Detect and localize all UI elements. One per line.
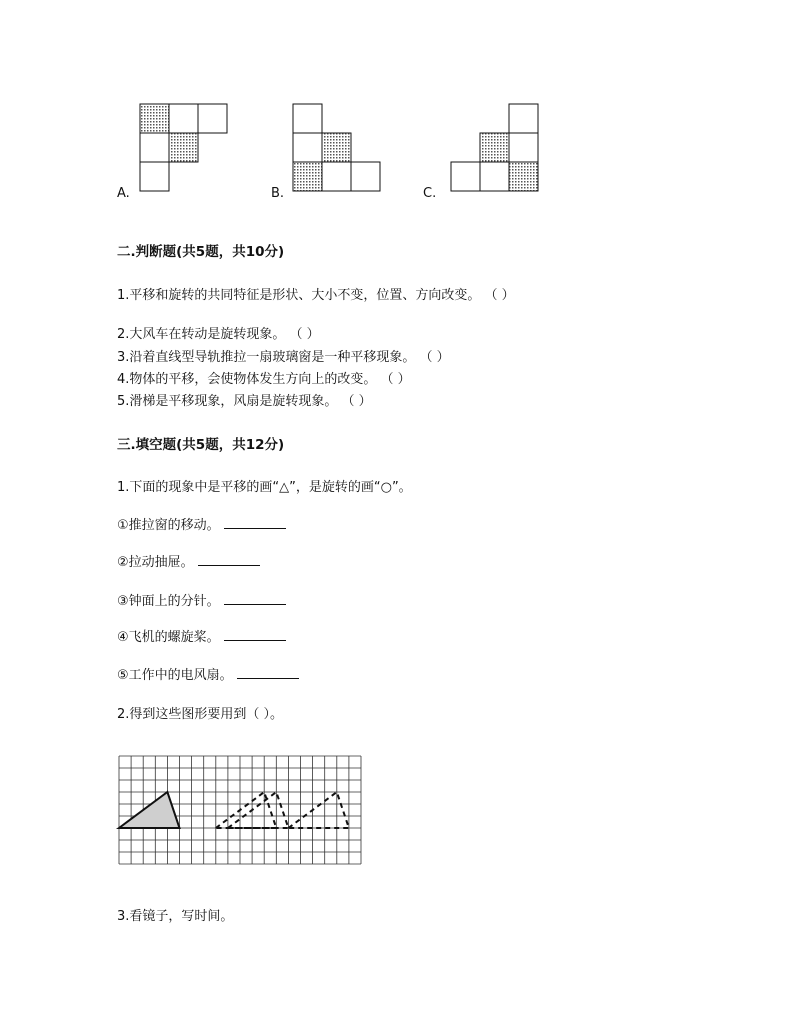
fill-q1-item-4: ④飞机的螺旋桨。 <box>117 626 286 645</box>
section2-heading: 二.判断题(共5题，共10分) <box>117 244 285 260</box>
fill-q1-item-5: ⑤工作中的电风扇。 <box>117 664 299 683</box>
fill-q1: 1.下面的现象中是平移的画“△”，是旋转的画“○”。 <box>117 480 412 495</box>
dashed-triangle-1 <box>216 792 276 828</box>
fill-q1-item-3: ③钟面上的分针。 <box>117 590 286 609</box>
fill-q1-item-2: ②拉动抽屉。 <box>117 551 260 570</box>
judge-item-5: 5.滑梯是平移现象，风扇是旋转现象。 （ ） <box>117 394 372 409</box>
judge-item-1: 1.平移和旋转的共同特征是形状、大小不变，位置、方向改变。 （ ） <box>117 288 515 303</box>
shape-option-b-figure <box>291 103 381 193</box>
shape-option-c-figure <box>449 103 541 193</box>
dashed-triangle-2 <box>228 792 289 828</box>
answer-blank-1[interactable] <box>224 516 286 529</box>
solid-triangle <box>119 792 180 828</box>
shape-option-a-figure <box>138 103 228 193</box>
dashed-triangle-3 <box>288 792 349 828</box>
judge-item-3: 3.沿着直线型导轨推拉一扇玻璃窗是一种平移现象。 （ ） <box>117 350 450 365</box>
answer-blank-4[interactable] <box>224 628 286 641</box>
judge-item-4: 4.物体的平移，会使物体发生方向上的改变。 （ ） <box>117 372 411 387</box>
answer-blank-5[interactable] <box>237 666 299 679</box>
option-b-label: B. <box>271 186 285 201</box>
option-c-label: C. <box>423 186 437 201</box>
fill-q1-item-1: ①推拉窗的移动。 <box>117 514 286 533</box>
section3-heading: 三.填空题(共5题，共12分) <box>117 437 285 453</box>
option-a-label: A. <box>117 186 130 201</box>
fill-q2: 2.得到这些图形要用到（ ）。 <box>117 707 284 722</box>
answer-blank-2[interactable] <box>198 553 260 566</box>
triangle-grid-figure <box>119 756 365 866</box>
judge-item-2: 2.大风车在转动是旋转现象。 （ ） <box>117 327 320 342</box>
answer-blank-3[interactable] <box>224 592 286 605</box>
fill-q3: 3.看镜子，写时间。 <box>117 909 234 924</box>
